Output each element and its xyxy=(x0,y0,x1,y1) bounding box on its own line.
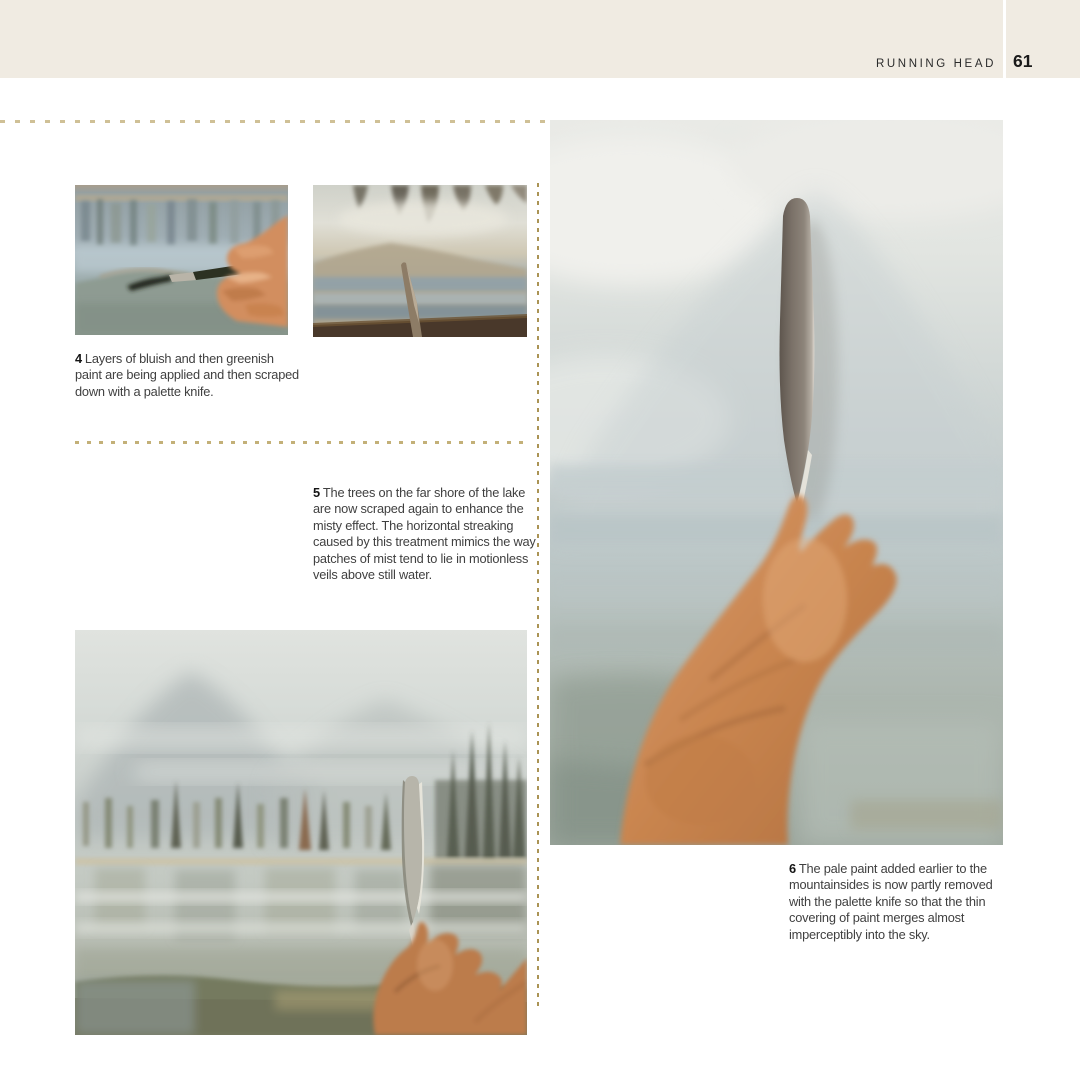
caption-4-text: Layers of bluish and then greenish paint are being applied and then scraped down with a palette knife. xyxy=(75,351,299,399)
caption-4-number: 4 xyxy=(75,351,82,366)
caption-6-text: The pale paint added earlier to the mountainsides is now partly removed with the palette knife so that the thin covering of paint merges almost imperceptibly into the sky. xyxy=(789,861,993,942)
page-number: 61 xyxy=(1013,51,1033,71)
figure-6-photo xyxy=(550,120,1003,845)
running-head: RUNNING HEAD xyxy=(875,58,996,70)
dashed-rule-middle xyxy=(75,441,530,444)
figure-5-photo xyxy=(75,630,527,1035)
figure-4a-photo xyxy=(75,185,288,335)
caption-5 xyxy=(313,485,539,583)
caption-5-number: 5 xyxy=(313,485,320,500)
figure-4b-image xyxy=(313,185,527,337)
caption-6-number: 6 xyxy=(789,861,796,876)
dashed-rule-top xyxy=(0,120,545,123)
header-band xyxy=(0,0,1080,78)
figure-5-image xyxy=(75,630,527,1035)
figure-4a-image xyxy=(75,185,288,335)
figure-4b-photo xyxy=(313,185,527,337)
caption-6 xyxy=(789,861,1007,943)
caption-4 xyxy=(75,351,301,400)
figure-6-image xyxy=(550,120,1003,845)
caption-5-text: The trees on the far shore of the lake are now scraped again to enhance the misty effect. The horizontal streaking caused by this treatment mimics the way patches of mist tend to lie in motionless veils above still water. xyxy=(313,485,536,583)
dashed-rule-vertical xyxy=(537,183,539,1010)
header-divider xyxy=(1003,0,1006,78)
